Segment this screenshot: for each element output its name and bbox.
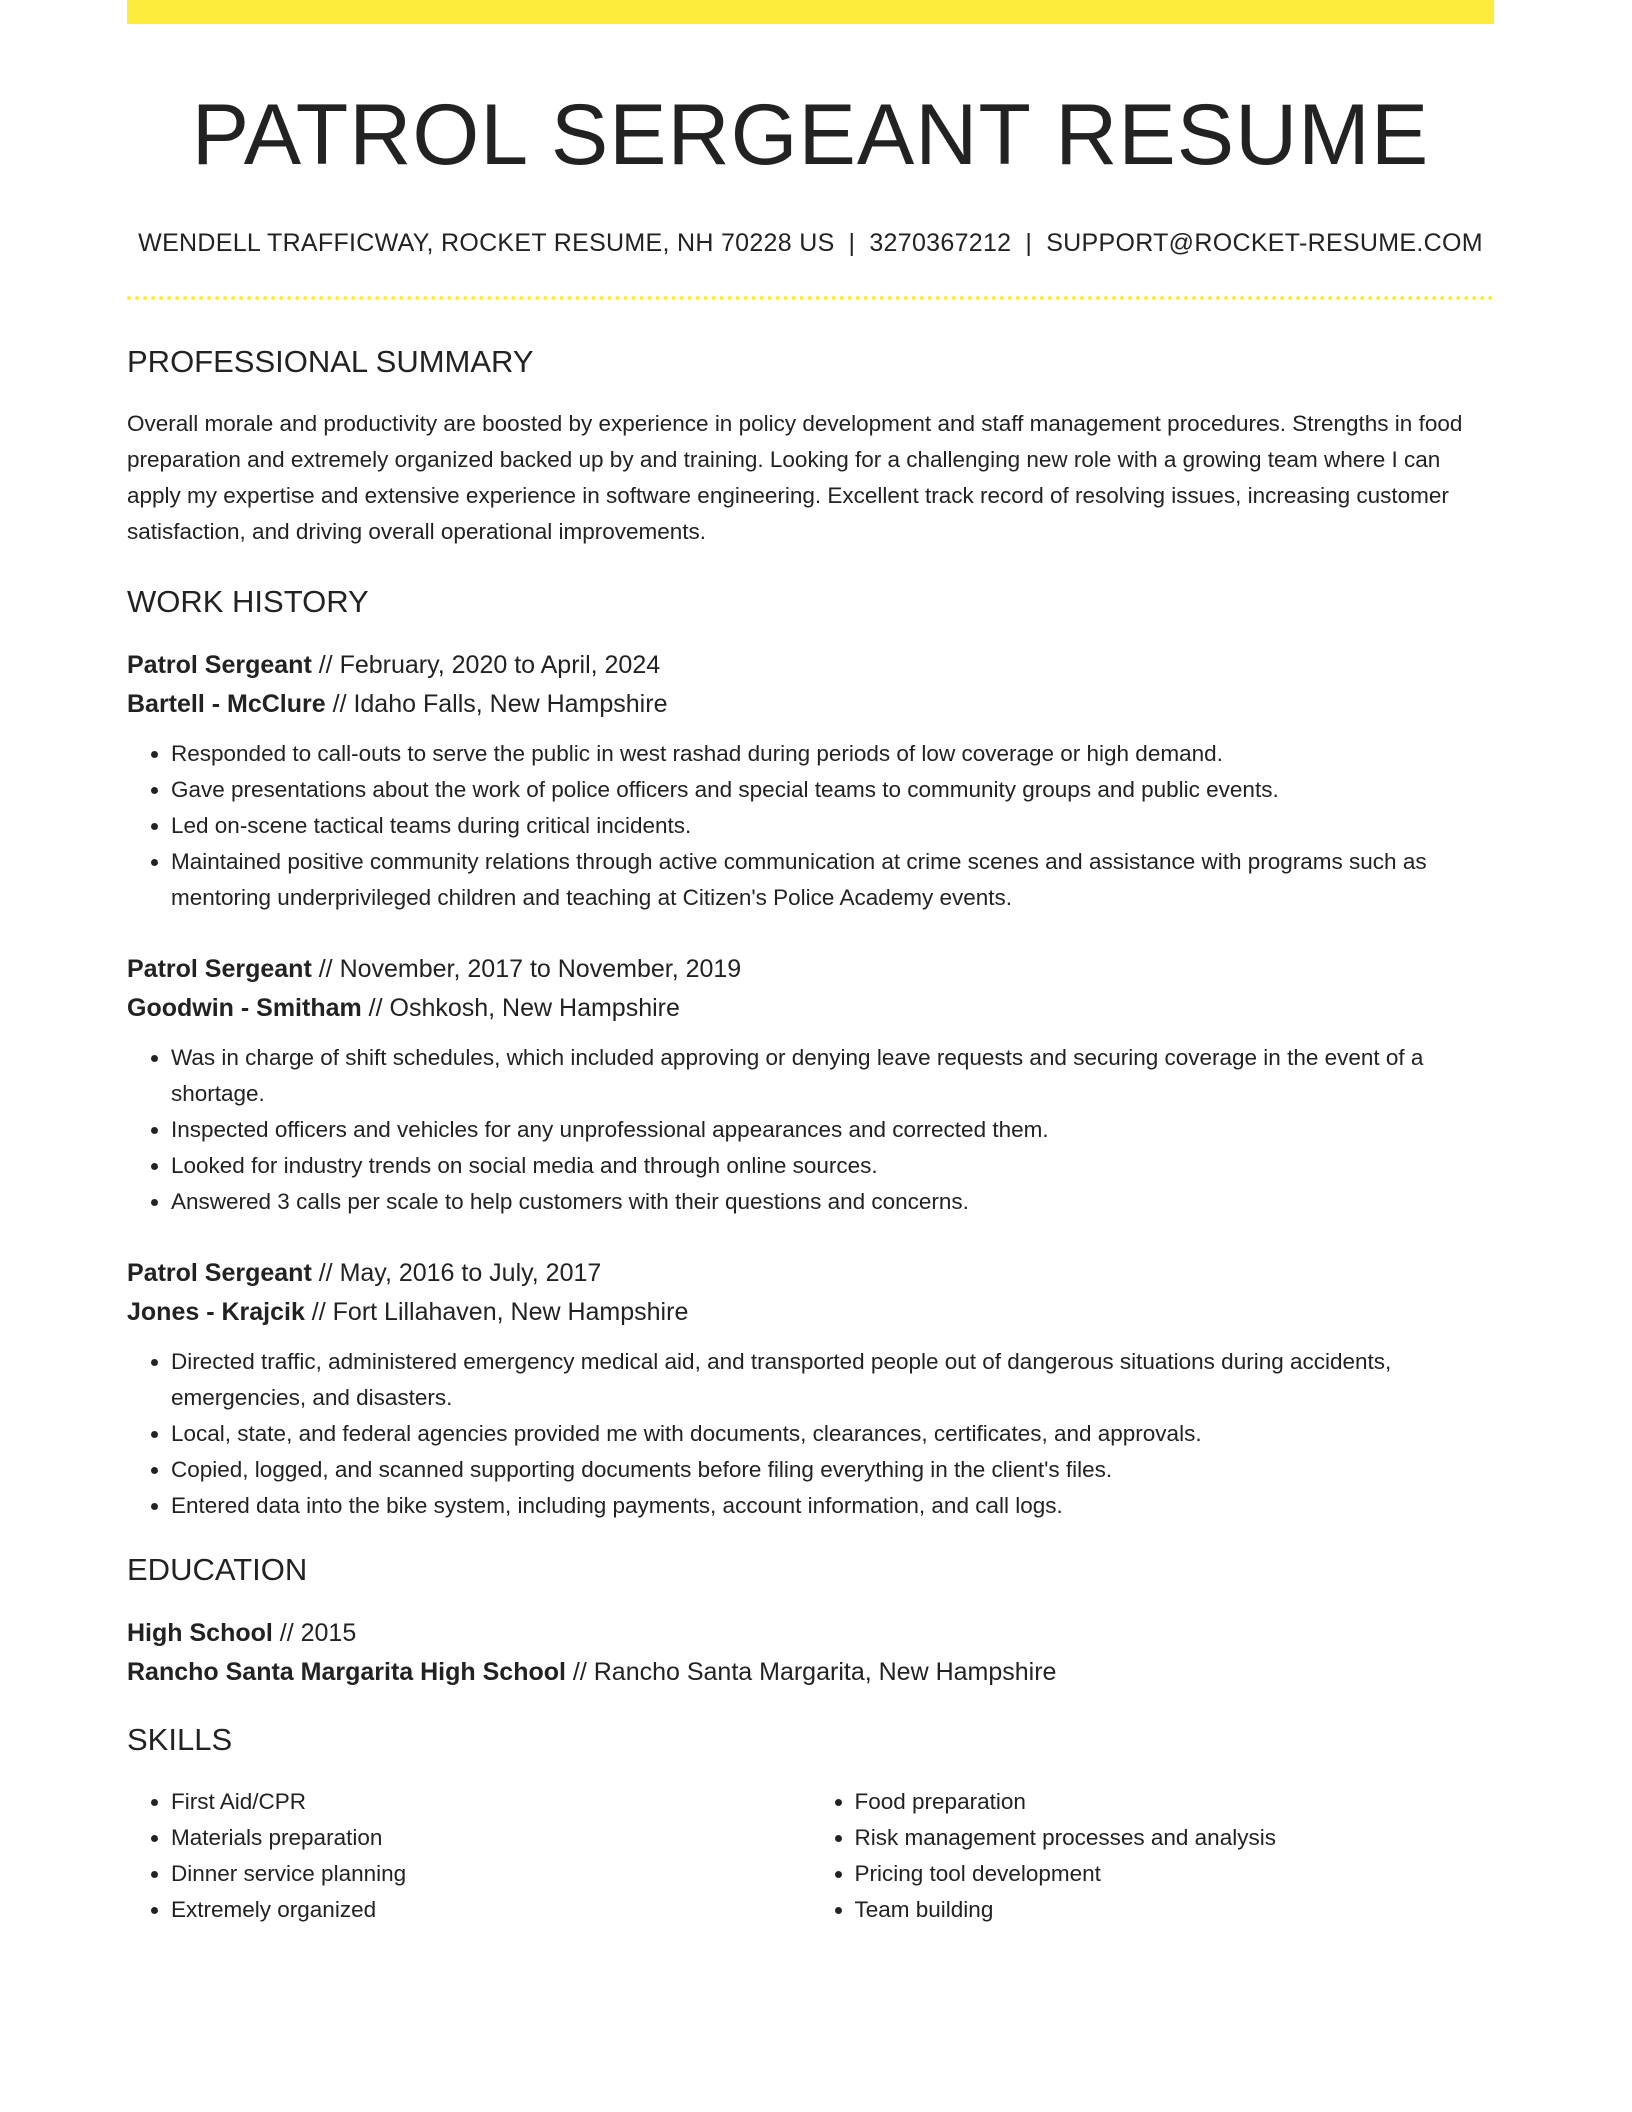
skill-item: • Extremely organized bbox=[171, 1892, 811, 1928]
job-bullets bbox=[127, 736, 1494, 916]
education-location: // Rancho Santa Margarita, New Hampshire bbox=[565, 1657, 1057, 1686]
job-title: Patrol Sergeant bbox=[127, 650, 312, 679]
accent-top-bar bbox=[127, 0, 1494, 24]
summary-heading: PROFESSIONAL SUMMARY bbox=[127, 343, 534, 379]
education-year: // 2015 bbox=[272, 1618, 357, 1647]
job-bullet: • Answered 3 calls per scale to help customers with their questions and concerns. bbox=[171, 1184, 1494, 1220]
skill-item: • Pricing tool development bbox=[855, 1856, 1495, 1892]
job-bullet: • Local, state, and federal agencies provided me with documents, clearances, certificates, and approvals. bbox=[171, 1416, 1494, 1452]
skill-item: • Materials preparation bbox=[171, 1820, 811, 1856]
job-location: // Idaho Falls, New Hampshire bbox=[325, 689, 668, 718]
job-dates: // February, 2020 to April, 2024 bbox=[311, 650, 661, 679]
job-bullet: • Maintained positive community relations through active communication at crime scenes and assistance with programs such as mentoring underprivileged children and teaching at Citizen's Police Academy events. bbox=[171, 844, 1494, 916]
education-school-line bbox=[127, 1653, 1494, 1692]
education-entry bbox=[127, 1614, 1494, 1692]
job-company: Bartell - McClure bbox=[127, 689, 326, 718]
resume-title: PATROL SERGEANT RESUME bbox=[191, 87, 1430, 183]
job-title: Patrol Sergeant bbox=[127, 954, 312, 983]
job-entry bbox=[127, 646, 1494, 916]
job-entry bbox=[127, 1254, 1494, 1524]
job-company-line bbox=[127, 685, 1494, 724]
work-history-heading: WORK HISTORY bbox=[127, 583, 369, 619]
job-bullet: • Inspected officers and vehicles for any unprofessional appearances and corrected them. bbox=[171, 1112, 1494, 1148]
job-location: // Fort Lillahaven, New Hampshire bbox=[304, 1297, 689, 1326]
education-heading: EDUCATION bbox=[127, 1551, 308, 1587]
skills-heading: SKILLS bbox=[127, 1721, 233, 1757]
job-entry bbox=[127, 950, 1494, 1220]
skill-item: • Dinner service planning bbox=[171, 1856, 811, 1892]
job-bullet: • Responded to call-outs to serve the public in west rashad during periods of low coverage or high demand. bbox=[171, 736, 1494, 772]
job-company: Jones - Krajcik bbox=[127, 1297, 305, 1326]
contact-separator: | bbox=[848, 228, 856, 257]
contact-separator: | bbox=[1025, 228, 1033, 257]
contact-address: WENDELL TRAFFICWAY, ROCKET RESUME, NH 70228 US bbox=[138, 228, 835, 257]
job-bullet: • Looked for industry trends on social media and through online sources. bbox=[171, 1148, 1494, 1184]
job-title-line bbox=[127, 950, 1494, 989]
job-bullet: • Gave presentations about the work of police officers and special teams to community groups and public events. bbox=[171, 772, 1494, 808]
job-bullet: • Was in charge of shift schedules, which included approving or denying leave requests and securing coverage in the event of a shortage. bbox=[171, 1040, 1494, 1112]
contact-phone: 3270367212 bbox=[869, 228, 1012, 257]
resume-page bbox=[127, 0, 1494, 1928]
skills-column-right bbox=[811, 1784, 1495, 1928]
job-title: Patrol Sergeant bbox=[127, 1258, 312, 1287]
job-company-line bbox=[127, 989, 1494, 1028]
job-bullet: • Directed traffic, administered emergency medical aid, and transported people out of dangerous situations during accidents, emergencies, and disasters. bbox=[171, 1344, 1494, 1416]
skill-item: • First Aid/CPR bbox=[171, 1784, 811, 1820]
job-bullet: • Entered data into the bike system, including payments, account information, and call logs. bbox=[171, 1488, 1494, 1524]
skill-item: • Risk management processes and analysis bbox=[855, 1820, 1495, 1856]
job-dates: // May, 2016 to July, 2017 bbox=[311, 1258, 602, 1287]
job-bullets bbox=[127, 1344, 1494, 1524]
job-dates: // November, 2017 to November, 2019 bbox=[311, 954, 742, 983]
skills-column-left bbox=[127, 1784, 811, 1928]
job-title-line bbox=[127, 1254, 1494, 1293]
job-title-line bbox=[127, 646, 1494, 685]
education-degree: High School bbox=[127, 1618, 273, 1647]
job-company: Goodwin - Smitham bbox=[127, 993, 362, 1022]
skill-item: • Food preparation bbox=[855, 1784, 1495, 1820]
contact-info bbox=[127, 229, 1494, 258]
skill-item: • Team building bbox=[855, 1892, 1495, 1928]
job-bullet: • Led on-scene tactical teams during critical incidents. bbox=[171, 808, 1494, 844]
education-degree-line bbox=[127, 1614, 1494, 1653]
dotted-divider bbox=[127, 296, 1494, 300]
skills-grid bbox=[127, 1784, 1494, 1928]
job-bullet: • Copied, logged, and scanned supporting documents before filing everything in the client's files. bbox=[171, 1452, 1494, 1488]
job-bullets bbox=[127, 1040, 1494, 1220]
contact-email: SUPPORT@ROCKET-RESUME.COM bbox=[1046, 228, 1483, 257]
job-company-line bbox=[127, 1293, 1494, 1332]
summary-text: Overall morale and productivity are boosted by experience in policy development and staff management procedures. Strengths in food preparation and extremely organized backed up by and training. Looking for a challenging new role with a growing team where I can apply my expertise and extensive experience in software engineering. Excellent track record of resolving issues, increasing customer satisfaction, and driving overall operational improvements. bbox=[127, 410, 1463, 544]
education-school: Rancho Santa Margarita High School bbox=[127, 1657, 566, 1686]
job-location: // Oshkosh, New Hampshire bbox=[361, 993, 680, 1022]
